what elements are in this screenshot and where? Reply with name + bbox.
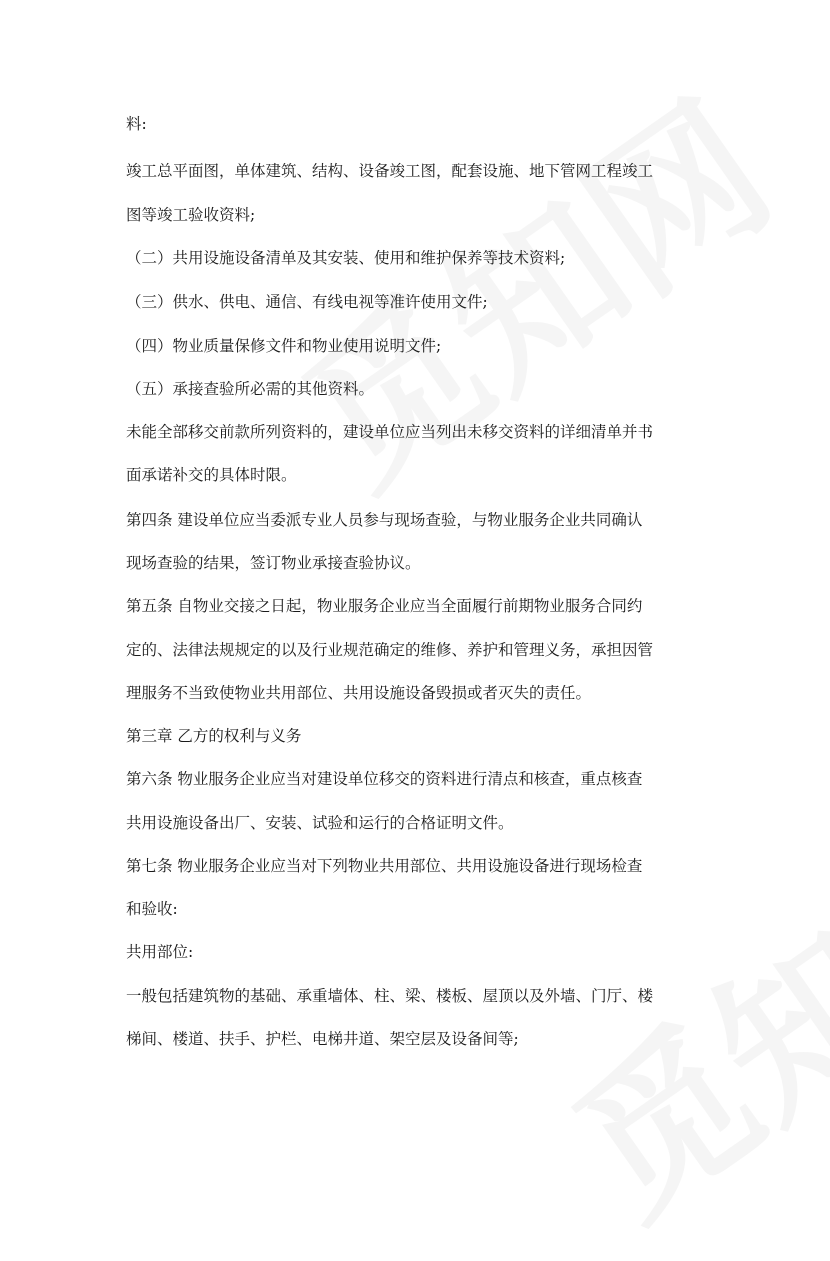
text-line: 和验收: [126, 900, 178, 918]
text-line: 一般包括建筑物的基础、承重墙体、柱、梁、楼板、屋顶以及外墙、门厅、楼 [126, 987, 654, 1005]
text-line: 竣工总平面图，单体建筑、结构、设备竣工图，配套设施、地下管网工程竣工 [126, 162, 654, 180]
text-line: 梯间、楼道、扶手、护栏、电梯井道、架空层及设备间等; [126, 1030, 519, 1048]
text-line: 未能全部移交前款所列资料的，建设单位应当列出未移交资料的详细清单并书 [126, 423, 654, 441]
text-line: 理服务不当致使物业共用部位、共用设施设备毁损或者灭失的责任。 [126, 684, 592, 702]
text-line: 图等竣工验收资料; [126, 206, 256, 224]
article-line: 第七条 物业服务企业应当对下列物业共用部位、共用设施设备进行现场检查 [126, 857, 643, 875]
list-item: （五）承接查验所必需的其他资料。 [126, 380, 375, 398]
text-line: 共用部位: [126, 943, 194, 961]
text-line: 料: [126, 115, 147, 133]
text-line: 现场查验的结果，签订物业承接查验协议。 [126, 554, 421, 572]
text-line: 共用设施设备出厂、安装、试验和运行的合格证明文件。 [126, 814, 514, 832]
article-line: 第四条 建设单位应当委派专业人员参与现场查验，与物业服务企业共同确认 [126, 511, 643, 529]
article-line: 第五条 自物业交接之日起，物业服务企业应当全面履行前期物业服务合同约 [126, 597, 643, 615]
chapter-heading: 第三章 乙方的权利与义务 [126, 727, 302, 745]
watermark [250, 37, 808, 530]
list-item: （三）供水、供电、通信、有线电视等准许使用文件; [126, 293, 488, 311]
list-item: （四）物业质量保修文件和物业使用说明文件; [126, 337, 442, 355]
article-line: 第六条 物业服务企业应当对建设单位移交的资料进行清点和核查，重点核查 [126, 770, 643, 788]
text-line: 定的、法律法规规定的以及行业规范确定的维修、养护和管理义务，承担因管 [126, 641, 654, 659]
text-line: 面承诺补交的具体时限。 [126, 466, 297, 484]
list-item: （二）共用设施设备清单及其安装、使用和维护保养等技术资料; [126, 249, 566, 267]
watermark-secondary [520, 767, 830, 1260]
